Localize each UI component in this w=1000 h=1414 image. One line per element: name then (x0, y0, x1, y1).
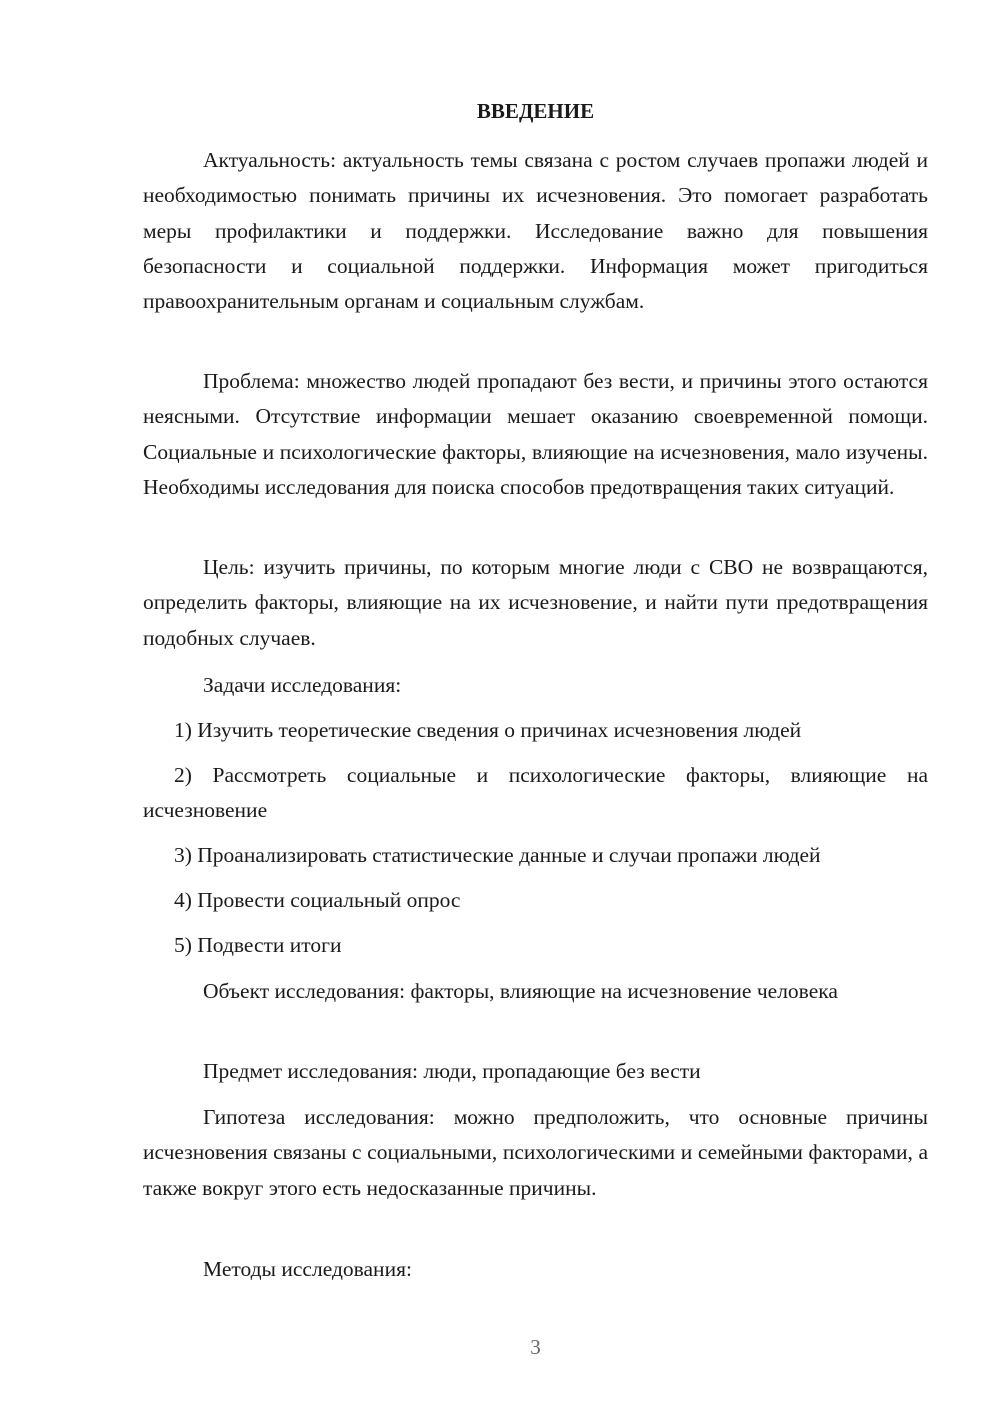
methods-heading: Методы исследования: (203, 1257, 412, 1281)
problem-paragraph: Проблема: множество людей пропадают без вести, и причины этого остаются неясными. Отсутствие информации мешает оказанию своевременной помощи. Социальные и психологические факторы, влияющие на исчезновения, мало изучены. Необходимы исследования для поиска способов предотвращения таких ситуаций. (143, 369, 928, 499)
task-item-1: 1) Изучить теоретические сведения о причинах исчезновения людей (174, 718, 802, 742)
task-item-5: 5) Подвести итоги (174, 933, 342, 957)
hypothesis-paragraph: Гипотеза исследования: можно предположить, что основные причины исчезновения связаны с социальными, психологическими и семейными факторами, а также вокруг этого есть недосказанные причины. (143, 1105, 928, 1200)
task-item-4: 4) Провести социальный опрос (174, 888, 461, 912)
goal-paragraph: Цель: изучить причины, по которым многие люди с СВО не возвращаются, определить факторы, влияющие на их исчезновение, и найти пути предотвращения подобных случаев. (143, 555, 928, 650)
page-number: 3 (530, 1335, 541, 1359)
object-paragraph: Объект исследования: факторы, влияющие на исчезновение человека (203, 979, 838, 1003)
document-page (143, 0, 928, 1414)
tasks-heading: Задачи исследования: (203, 673, 402, 697)
subject-paragraph: Предмет исследования: люди, пропадающие без вести (203, 1059, 701, 1083)
task-item-3: 3) Проанализировать статистические данные и случаи пропажи людей (174, 843, 821, 867)
task-item-2: 2) Рассмотреть социальные и психологические факторы, влияющие на исчезновение (143, 763, 928, 823)
page-title: ВВЕДЕНИЕ (476, 99, 595, 123)
relevance-paragraph: Актуальность: актуальность темы связана с ростом случаев пропажи людей и необходимостью понимать причины их исчезновения. Это помогает разработать меры профилактики и поддержки. Исследование важно для повышения безопасности и социальной поддержки. Информация может пригодиться правоохранительным органам и социальным службам. (143, 148, 928, 314)
